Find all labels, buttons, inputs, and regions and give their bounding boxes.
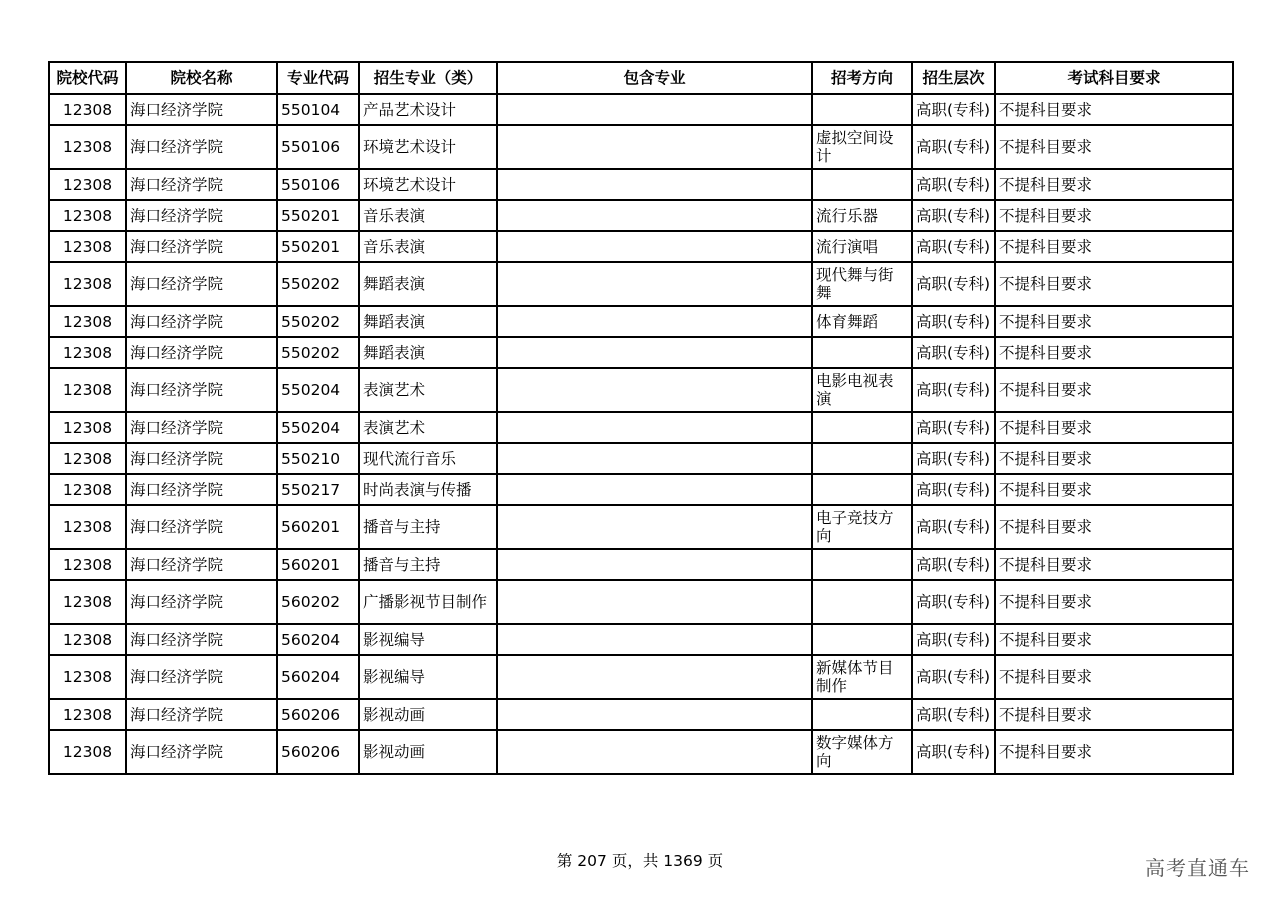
cell-major: 舞蹈表演: [359, 262, 497, 306]
cell-included-majors: [497, 262, 812, 306]
cell-included-majors: [497, 624, 812, 655]
cell-direction: 新媒体节目制作: [812, 655, 912, 699]
cell-major-code: 550202: [277, 306, 359, 337]
cell-major-code: 560201: [277, 549, 359, 580]
cell-school-name: 海口经济学院: [126, 200, 277, 231]
cell-included-majors: [497, 200, 812, 231]
header-major: 招生专业（类）: [359, 62, 497, 94]
cell-direction: [812, 699, 912, 730]
cell-direction: [812, 474, 912, 505]
cell-level: 高职(专科): [912, 730, 995, 774]
cell-school-name: 海口经济学院: [126, 231, 277, 262]
cell-included-majors: [497, 443, 812, 474]
table-row: [49, 730, 1233, 774]
cell-subject-requirement: 不提科目要求: [995, 94, 1233, 125]
watermark-text: 高考直通车: [1145, 856, 1250, 880]
cell-level: 高职(专科): [912, 549, 995, 580]
cell-direction: [812, 169, 912, 200]
cell-major-code: 550202: [277, 262, 359, 306]
cell-major: 环境艺术设计: [359, 125, 497, 169]
table-row: [49, 474, 1233, 505]
cell-major: 播音与主持: [359, 505, 497, 549]
cell-major-code: 550210: [277, 443, 359, 474]
cell-level: 高职(专科): [912, 262, 995, 306]
cell-major-code: 550204: [277, 368, 359, 412]
header-major-code: 专业代码: [277, 62, 359, 94]
cell-subject-requirement: 不提科目要求: [995, 337, 1233, 368]
table-row: [49, 505, 1233, 549]
cell-school-name: 海口经济学院: [126, 306, 277, 337]
cell-direction: 流行演唱: [812, 231, 912, 262]
cell-major: 影视编导: [359, 655, 497, 699]
cell-direction: [812, 549, 912, 580]
cell-major: 现代流行音乐: [359, 443, 497, 474]
cell-major: 影视动画: [359, 699, 497, 730]
cell-major-code: 550106: [277, 125, 359, 169]
header-direction: 招考方向: [812, 62, 912, 94]
table-row: [49, 262, 1233, 306]
cell-major: 音乐表演: [359, 200, 497, 231]
cell-school-name: 海口经济学院: [126, 337, 277, 368]
table-body: [49, 94, 1233, 774]
cell-school-code: 12308: [49, 262, 126, 306]
header-subject-requirement: 考试科目要求: [995, 62, 1233, 94]
cell-direction: 虚拟空间设计: [812, 125, 912, 169]
cell-major: 广播影视节目制作: [359, 580, 497, 624]
cell-direction: [812, 580, 912, 624]
table-row: [49, 699, 1233, 730]
cell-direction: [812, 337, 912, 368]
cell-subject-requirement: 不提科目要求: [995, 580, 1233, 624]
cell-major: 播音与主持: [359, 549, 497, 580]
header-level: 招生层次: [912, 62, 995, 94]
cell-included-majors: [497, 699, 812, 730]
cell-level: 高职(专科): [912, 125, 995, 169]
cell-school-code: 12308: [49, 337, 126, 368]
cell-level: 高职(专科): [912, 505, 995, 549]
cell-major-code: 550217: [277, 474, 359, 505]
cell-direction: [812, 94, 912, 125]
cell-included-majors: [497, 337, 812, 368]
cell-school-name: 海口经济学院: [126, 125, 277, 169]
cell-major-code: 550202: [277, 337, 359, 368]
table-row: [49, 580, 1233, 624]
cell-level: 高职(专科): [912, 580, 995, 624]
cell-major: 舞蹈表演: [359, 337, 497, 368]
cell-included-majors: [497, 474, 812, 505]
cell-major: 影视动画: [359, 730, 497, 774]
cell-school-code: 12308: [49, 169, 126, 200]
cell-major-code: 560204: [277, 624, 359, 655]
cell-major: 时尚表演与传播: [359, 474, 497, 505]
cell-school-code: 12308: [49, 655, 126, 699]
header-row: [49, 62, 1233, 94]
cell-subject-requirement: 不提科目要求: [995, 443, 1233, 474]
cell-major-code: 560204: [277, 655, 359, 699]
cell-level: 高职(专科): [912, 412, 995, 443]
cell-subject-requirement: 不提科目要求: [995, 699, 1233, 730]
cell-direction: 现代舞与街舞: [812, 262, 912, 306]
table-row: [49, 125, 1233, 169]
admissions-table: [48, 61, 1234, 775]
cell-level: 高职(专科): [912, 699, 995, 730]
cell-school-name: 海口经济学院: [126, 699, 277, 730]
cell-level: 高职(专科): [912, 368, 995, 412]
cell-subject-requirement: 不提科目要求: [995, 624, 1233, 655]
cell-level: 高职(专科): [912, 200, 995, 231]
cell-major-code: 550201: [277, 231, 359, 262]
cell-school-code: 12308: [49, 94, 126, 125]
cell-subject-requirement: 不提科目要求: [995, 730, 1233, 774]
cell-school-name: 海口经济学院: [126, 655, 277, 699]
cell-school-name: 海口经济学院: [126, 412, 277, 443]
cell-school-code: 12308: [49, 306, 126, 337]
table-row: [49, 655, 1233, 699]
cell-major: 音乐表演: [359, 231, 497, 262]
cell-school-code: 12308: [49, 549, 126, 580]
cell-direction: [812, 443, 912, 474]
cell-included-majors: [497, 505, 812, 549]
cell-direction: 电子竞技方向: [812, 505, 912, 549]
cell-subject-requirement: 不提科目要求: [995, 231, 1233, 262]
cell-school-code: 12308: [49, 730, 126, 774]
cell-included-majors: [497, 125, 812, 169]
cell-school-name: 海口经济学院: [126, 94, 277, 125]
table-row: [49, 337, 1233, 368]
cell-major: 舞蹈表演: [359, 306, 497, 337]
cell-level: 高职(专科): [912, 474, 995, 505]
cell-level: 高职(专科): [912, 337, 995, 368]
cell-direction: 电影电视表演: [812, 368, 912, 412]
cell-level: 高职(专科): [912, 231, 995, 262]
cell-school-code: 12308: [49, 368, 126, 412]
cell-school-code: 12308: [49, 412, 126, 443]
cell-school-code: 12308: [49, 505, 126, 549]
cell-direction: [812, 624, 912, 655]
cell-included-majors: [497, 231, 812, 262]
cell-school-code: 12308: [49, 125, 126, 169]
cell-school-code: 12308: [49, 443, 126, 474]
cell-included-majors: [497, 368, 812, 412]
cell-level: 高职(专科): [912, 443, 995, 474]
cell-level: 高职(专科): [912, 306, 995, 337]
cell-subject-requirement: 不提科目要求: [995, 306, 1233, 337]
cell-subject-requirement: 不提科目要求: [995, 655, 1233, 699]
cell-major-code: 560202: [277, 580, 359, 624]
table-row: [49, 368, 1233, 412]
cell-subject-requirement: 不提科目要求: [995, 412, 1233, 443]
table-row: [49, 231, 1233, 262]
cell-school-code: 12308: [49, 231, 126, 262]
cell-major: 影视编导: [359, 624, 497, 655]
cell-included-majors: [497, 580, 812, 624]
cell-school-code: 12308: [49, 580, 126, 624]
cell-school-code: 12308: [49, 699, 126, 730]
cell-subject-requirement: 不提科目要求: [995, 505, 1233, 549]
cell-subject-requirement: 不提科目要求: [995, 368, 1233, 412]
cell-school-name: 海口经济学院: [126, 443, 277, 474]
cell-direction: 流行乐器: [812, 200, 912, 231]
cell-included-majors: [497, 655, 812, 699]
table-row: [49, 94, 1233, 125]
cell-level: 高职(专科): [912, 94, 995, 125]
table-row: [49, 200, 1233, 231]
cell-school-name: 海口经济学院: [126, 549, 277, 580]
cell-major-code: 550201: [277, 200, 359, 231]
cell-subject-requirement: 不提科目要求: [995, 549, 1233, 580]
cell-direction: [812, 412, 912, 443]
cell-direction: 数字媒体方向: [812, 730, 912, 774]
cell-included-majors: [497, 412, 812, 443]
cell-school-name: 海口经济学院: [126, 262, 277, 306]
cell-school-code: 12308: [49, 624, 126, 655]
table-row: [49, 306, 1233, 337]
cell-major-code: 560206: [277, 730, 359, 774]
header-included-majors: 包含专业: [497, 62, 812, 94]
cell-school-name: 海口经济学院: [126, 474, 277, 505]
cell-school-name: 海口经济学院: [126, 580, 277, 624]
cell-school-name: 海口经济学院: [126, 624, 277, 655]
cell-subject-requirement: 不提科目要求: [995, 474, 1233, 505]
cell-direction: 体育舞蹈: [812, 306, 912, 337]
cell-school-name: 海口经济学院: [126, 169, 277, 200]
cell-major: 产品艺术设计: [359, 94, 497, 125]
cell-major: 表演艺术: [359, 412, 497, 443]
cell-included-majors: [497, 730, 812, 774]
table-row: [49, 443, 1233, 474]
cell-subject-requirement: 不提科目要求: [995, 169, 1233, 200]
cell-included-majors: [497, 306, 812, 337]
cell-level: 高职(专科): [912, 655, 995, 699]
page-number: 第 207 页，共 1369 页: [556, 852, 724, 870]
cell-school-code: 12308: [49, 474, 126, 505]
cell-major-code: 550204: [277, 412, 359, 443]
cell-level: 高职(专科): [912, 169, 995, 200]
cell-major-code: 560206: [277, 699, 359, 730]
cell-included-majors: [497, 549, 812, 580]
cell-included-majors: [497, 94, 812, 125]
table-row: [49, 624, 1233, 655]
header-school-name: 院校名称: [126, 62, 277, 94]
table-row: [49, 169, 1233, 200]
cell-school-name: 海口经济学院: [126, 505, 277, 549]
cell-subject-requirement: 不提科目要求: [995, 262, 1233, 306]
table-row: [49, 549, 1233, 580]
header-school-code: 院校代码: [49, 62, 126, 94]
cell-school-name: 海口经济学院: [126, 730, 277, 774]
cell-level: 高职(专科): [912, 624, 995, 655]
cell-major-code: 550104: [277, 94, 359, 125]
cell-major: 环境艺术设计: [359, 169, 497, 200]
cell-subject-requirement: 不提科目要求: [995, 200, 1233, 231]
cell-school-code: 12308: [49, 200, 126, 231]
cell-included-majors: [497, 169, 812, 200]
cell-subject-requirement: 不提科目要求: [995, 125, 1233, 169]
cell-major: 表演艺术: [359, 368, 497, 412]
cell-major-code: 550106: [277, 169, 359, 200]
table-row: [49, 412, 1233, 443]
cell-school-name: 海口经济学院: [126, 368, 277, 412]
cell-major-code: 560201: [277, 505, 359, 549]
